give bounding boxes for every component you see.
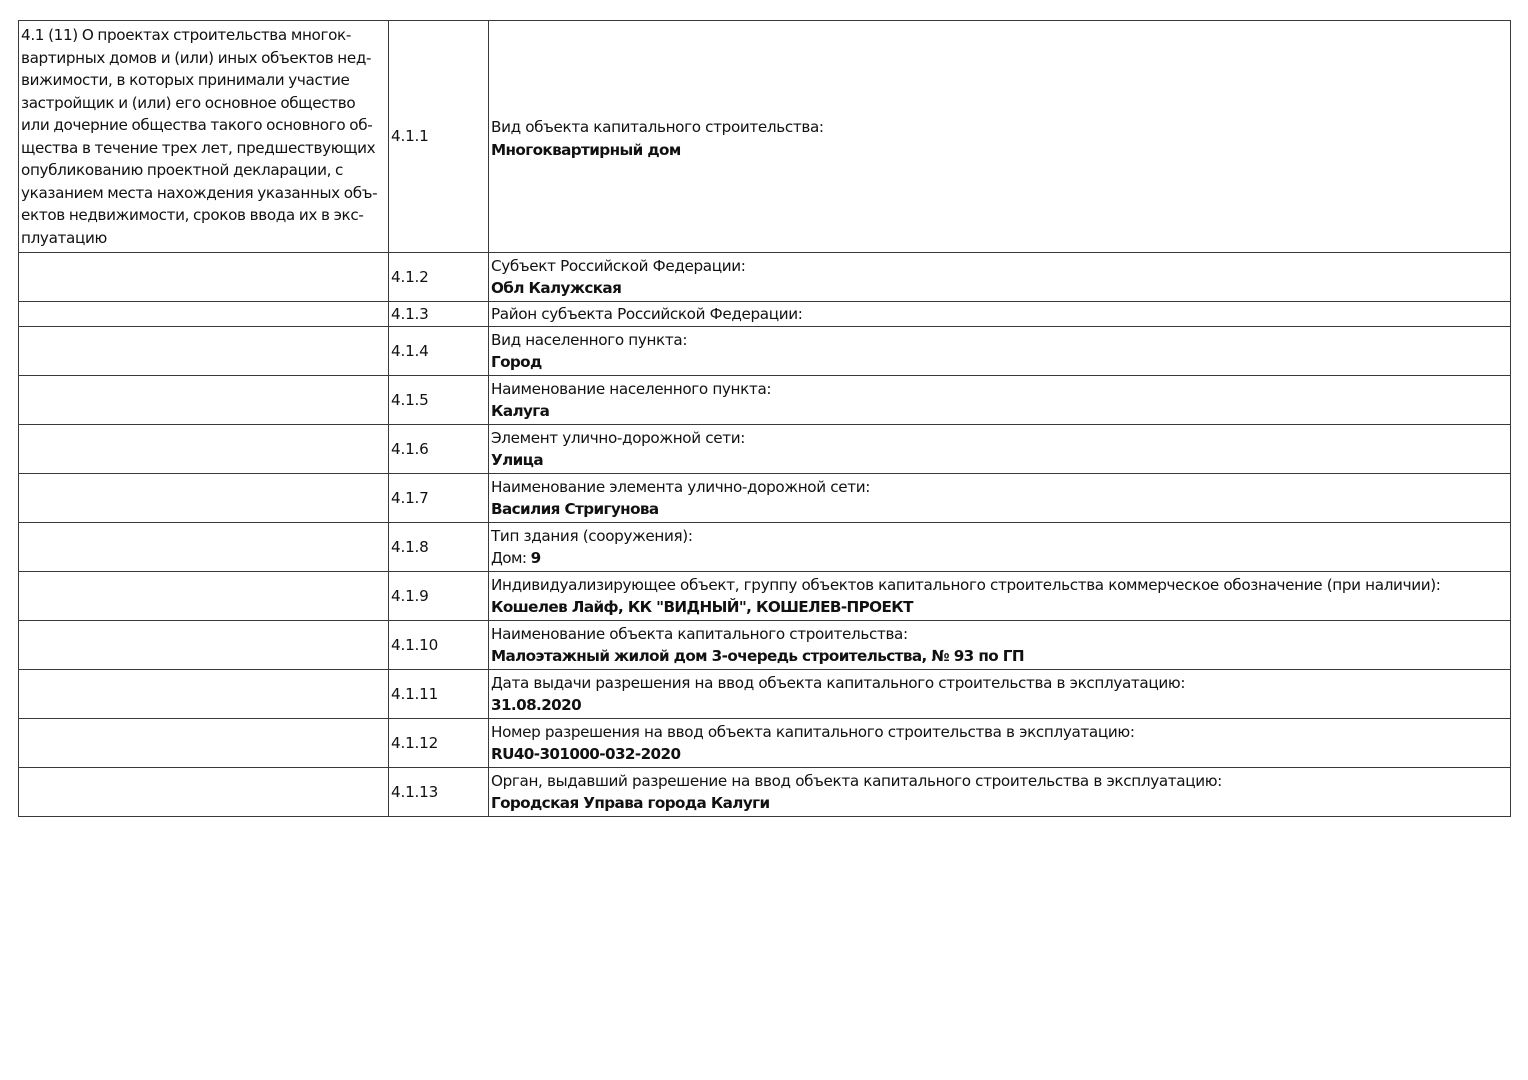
item-label: Район субъекта Российской Федерации: [491,304,803,323]
item-content [489,572,1511,621]
item-code: 4.1.13 [389,768,489,817]
item-value: Город [491,353,542,371]
section-title-line: указанием места нахождения указанных объ- [21,183,378,202]
item-content [489,327,1511,376]
declaration-table [18,20,1511,817]
building-number: 9 [530,549,541,567]
item-content [489,719,1511,768]
item-value: Обл Калужская [491,279,622,297]
table-row [19,523,1511,572]
item-content [489,21,1511,253]
item-code: 4.1.2 [389,253,489,302]
item-code: 4.1.10 [389,621,489,670]
table-row [19,327,1511,376]
item-value: Многоквартирный дом [491,140,681,159]
item-label: Дата выдачи разрешения на ввод объекта капитального строительства в эксплуатацию: [491,673,1186,692]
empty-cell [19,523,389,572]
item-code: 4.1.6 [389,425,489,474]
item-value: Калуга [491,402,550,420]
item-content [489,768,1511,817]
item-value: Малоэтажный жилой дом 3-очередь строительства, № 93 по ГП [491,647,1024,665]
section-title [21,24,387,249]
item-label: Орган, выдавший разрешение на ввод объекта капитального строительства в эксплуатацию: [491,771,1222,790]
empty-cell [19,768,389,817]
item-content [489,474,1511,523]
table-row [19,253,1511,302]
item-label: Номер разрешения на ввод объекта капитального строительства в эксплуатацию: [491,722,1135,741]
item-code: 4.1.4 [389,327,489,376]
section-title-line: 4.1 (11) О проектах строительства многок- [21,26,352,44]
item-content [489,302,1511,327]
section-title-line: плуатацию [21,228,107,247]
section-title-line: опубликованию проектной декларации, с [21,161,344,179]
item-code: 4.1.11 [389,670,489,719]
item-label: Индивидуализирующее объект, группу объектов капитального строительства коммерческое обозначение (при наличии): [491,575,1441,594]
table-row [19,719,1511,768]
empty-cell [19,302,389,327]
item-content [489,670,1511,719]
section-title-line: щества в течение трех лет, предшествующих [21,138,376,157]
item-code: 4.1.1 [389,21,489,253]
item-content [489,523,1511,572]
section-title-line: застройщик и (или) его основное общество [21,93,356,112]
empty-cell [19,376,389,425]
item-code: 4.1.5 [389,376,489,425]
item-code: 4.1.7 [389,474,489,523]
empty-cell [19,670,389,719]
section-title-line: вижимости, в которых принимали участие [21,71,350,89]
table-row [19,572,1511,621]
item-content [489,425,1511,474]
section-title-line: ектов недвижимости, сроков ввода их в экс- [21,206,364,224]
item-value: Василия Стригунова [491,500,659,518]
item-label: Наименование объекта капитального строительства: [491,624,908,643]
table-row [19,425,1511,474]
item-value: Улица [491,451,543,469]
item-label: Наименование элемента улично-дорожной сети: [491,477,870,496]
table-row [19,302,1511,327]
empty-cell [19,474,389,523]
item-content [489,253,1511,302]
item-content [489,376,1511,425]
table-row [19,768,1511,817]
table-row [19,670,1511,719]
empty-cell [19,425,389,474]
item-label: Субъект Российской Федерации: [491,256,746,275]
item-value: RU40-301000-032-2020 [491,745,681,763]
item-content [489,621,1511,670]
table-row [19,376,1511,425]
item-label: Тип здания (сооружения): [491,526,693,545]
item-value: 31.08.2020 [491,696,582,714]
empty-cell [19,253,389,302]
empty-cell [19,621,389,670]
table-row [19,474,1511,523]
item-value: Городская Управа города Калуги [491,794,770,812]
section-title-line: вартирных домов и (или) иных объектов нед- [21,48,372,67]
table-row [19,621,1511,670]
item-label: Вид населенного пункта: [491,330,688,349]
section-title-cell [19,21,389,253]
section-title-line: или дочерние общества такого основного об- [21,116,373,134]
item-value-line [491,547,1509,570]
item-label: Элемент улично-дорожной сети: [491,428,746,447]
item-code: 4.1.12 [389,719,489,768]
empty-cell [19,572,389,621]
item-code: 4.1.8 [389,523,489,572]
item-code: 4.1.9 [389,572,489,621]
item-label: Вид объекта капитального строительства: [491,118,824,136]
empty-cell [19,327,389,376]
empty-cell [19,719,389,768]
item-label: Наименование населенного пункта: [491,379,772,398]
item-code: 4.1.3 [389,302,489,327]
item-value: Кошелев Лайф, КК "ВИДНЫЙ", КОШЕЛЕВ-ПРОЕКТ [491,598,913,616]
building-type-prefix: Дом: [491,549,531,567]
table-row [19,21,1511,253]
